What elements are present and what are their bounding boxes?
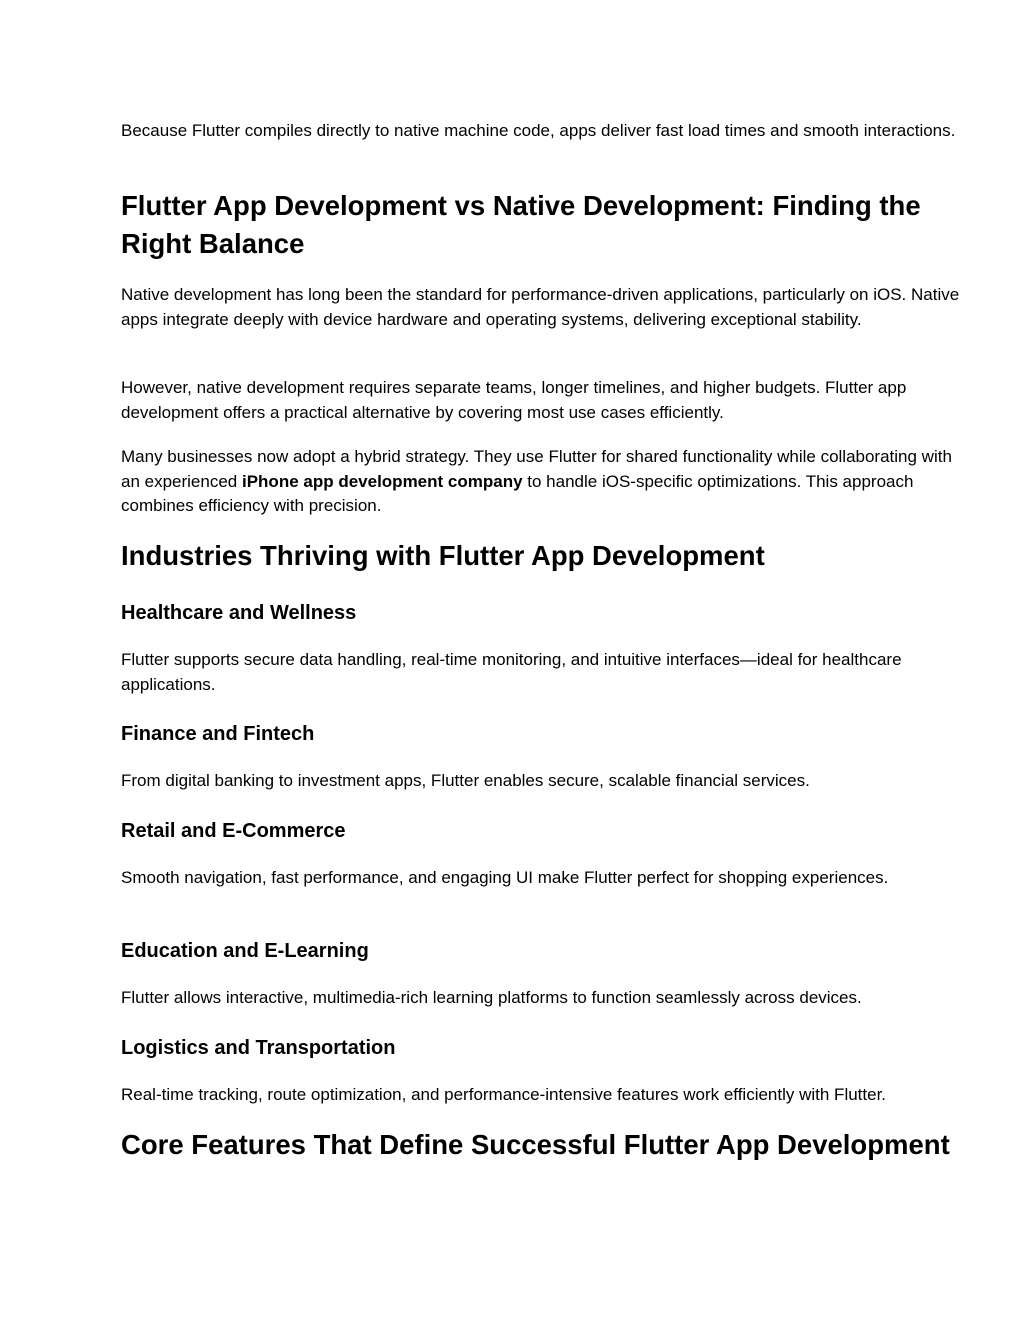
industry-text-retail: Smooth navigation, fast performance, and engaging UI make Flutter perfect for shopping experiences. bbox=[121, 868, 889, 887]
industry-text-logistics: Real-time tracking, route optimization, and performance-intensive features work efficiently with Flutter. bbox=[121, 1085, 887, 1104]
industry-text-finance: From digital banking to investment apps, Flutter enables secure, scalable financial services. bbox=[121, 771, 810, 790]
heading-industries: Industries Thriving with Flutter App Development bbox=[121, 540, 765, 571]
iphone-company-bold-text: iPhone app development company bbox=[241, 471, 523, 491]
paragraph-3-text-before: Many businesses now adopt a hybrid strategy. They use Flutter for shared functionality while collaborating with an experienced bbox=[121, 447, 952, 491]
industry-title-finance: Finance and Fintech bbox=[121, 723, 315, 745]
paragraph-3-text-after: to handle iOS-specific optimizations. This approach combines efficiency with precision. bbox=[121, 471, 914, 515]
heading-vs-native: Flutter App Development vs Native Development: Finding the Right Balance bbox=[121, 190, 921, 259]
intro-paragraph: Because Flutter compiles directly to native machine code, apps deliver fast load times and smooth interactions. bbox=[121, 121, 956, 140]
industry-text-healthcare: Flutter supports secure data handling, real-time monitoring, and intuitive interfaces—ideal for healthcare applications. bbox=[121, 650, 902, 694]
industry-title-education: Education and E-Learning bbox=[121, 940, 369, 962]
vs-native-paragraph-3 bbox=[121, 445, 961, 519]
vs-native-paragraph-2: However, native development requires separate teams, longer timelines, and higher budgets. Flutter app development offers a practical alternative by covering most use cases efficiently. bbox=[121, 378, 907, 422]
vs-native-paragraph-1: Native development has long been the standard for performance-driven applications, particularly on iOS. Native apps integrate deeply with device hardware and operating systems, delivering exceptional stability. bbox=[121, 285, 960, 329]
industry-title-healthcare: Healthcare and Wellness bbox=[121, 602, 357, 624]
heading-core-features: Core Features That Define Successful Flutter App Development bbox=[121, 1129, 950, 1160]
industry-title-logistics: Logistics and Transportation bbox=[121, 1037, 396, 1059]
industry-text-education: Flutter allows interactive, multimedia-rich learning platforms to function seamlessly across devices. bbox=[121, 988, 862, 1007]
industry-title-retail: Retail and E-Commerce bbox=[121, 820, 346, 842]
